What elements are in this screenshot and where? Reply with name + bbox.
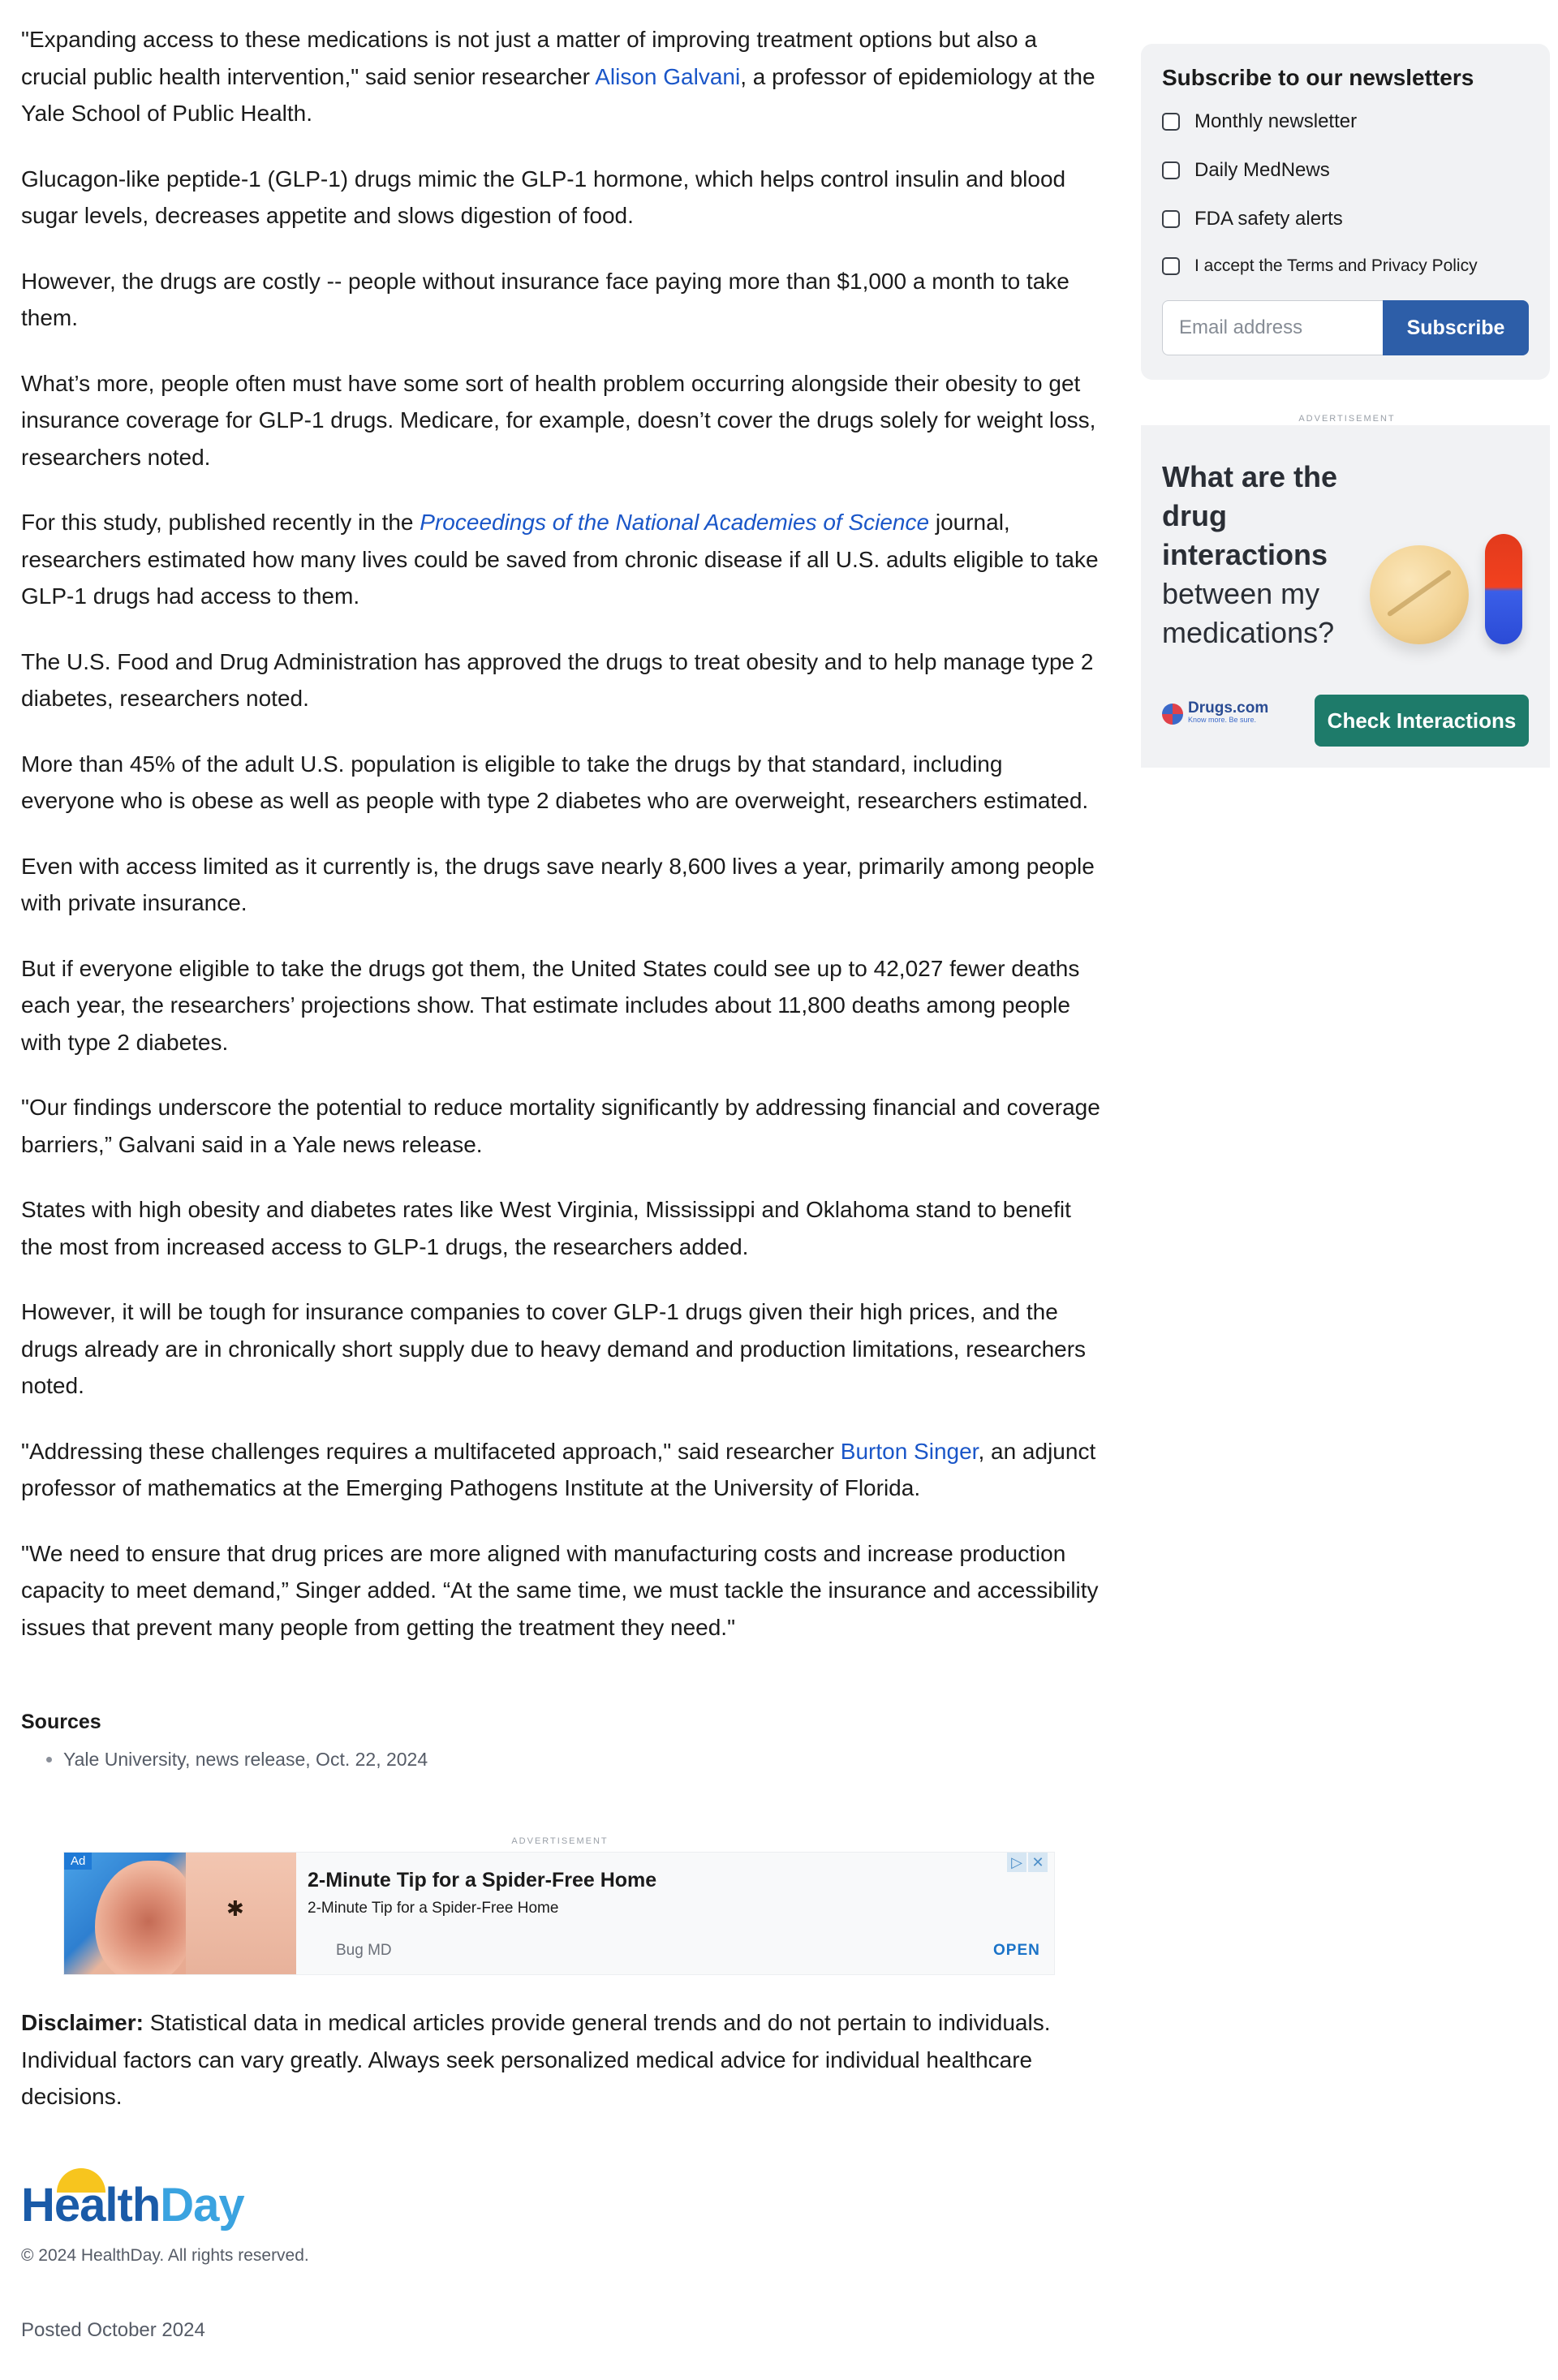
article-body [21,21,1100,1773]
article-paragraph: The U.S. Food and Drug Administration has approved the drugs to treat obesity and to help manage type 2 diabetes, researchers noted. [21,648,1094,711]
article-paragraph: What’s more, people often must have some sort of health problem occurring alongside their obesity to get insurance coverage for GLP-1 drugs. Medicare, for example, doesn’t cover the drugs solely for weight loss, researchers noted. [21,370,1096,470]
checkbox[interactable] [1162,113,1180,131]
sources-heading: Sources [21,1711,101,1733]
newsletter-heading: Subscribe to our newsletters [1162,65,1474,90]
disclaimer [21,2004,1100,2115]
ad-badge: Ad [64,1853,92,1870]
spider-icon: ✱ [226,1896,244,1921]
healthday-logo[interactable] [21,2167,248,2232]
sources-list [21,1745,1100,1773]
article-paragraph: "Addressing these challenges requires a multifaceted approach," said researcher Burton Singer, an adjunct professor of mathematics at the Emerging Pathogens Institute at the University of Florida. [21,1438,1096,1500]
posted-date: Posted October 2024 [21,2319,205,2341]
side-ad-label: ADVERTISEMENT [1298,414,1396,424]
ad-brand: Bug MD [336,1942,392,1959]
option-label: FDA safety alerts [1194,208,1343,230]
ad-open-button[interactable]: OPEN [993,1942,1040,1959]
terms-label: I accept the Terms and Privacy Policy [1194,256,1478,275]
disclaimer-label: Disclaimer: [21,2010,144,2035]
source-item: • Yale University, news release, Oct. 22, 2024 [63,1745,1100,1773]
checkbox[interactable] [1162,257,1180,275]
terms-checkbox-row[interactable] [1162,256,1478,276]
email-input[interactable] [1162,300,1383,355]
inline-ad[interactable] [63,1852,1055,1975]
article-paragraph: "We need to ensure that drug prices are more aligned with manufacturing costs and increase production capacity to meet demand,” Singer added. “At the same time, we must tackle the insurance and accessibility issues that prevent many people from getting the treatment they need." [21,1540,1099,1640]
subscribe-button[interactable]: Subscribe [1383,300,1529,355]
inline-ad-label: ADVERTISEMENT [511,1836,609,1846]
journal-link-pnas[interactable]: Proceedings of the National Academies of Science [420,510,930,535]
option-label: Daily MedNews [1194,159,1330,181]
drug-interactions-ad[interactable] [1141,425,1550,768]
ad-title[interactable]: 2-Minute Tip for a Spider-Free Home [308,1869,657,1892]
drugs-com-icon [1162,704,1183,725]
ear-graphic [95,1861,192,1974]
article-paragraph: Even with access limited as it currently is, the drugs save nearly 8,600 lives a year, primarily among people with private insurance. [21,853,1095,915]
ad-controls [1007,1853,1048,1874]
option-label: Monthly newsletter [1194,110,1358,132]
author-link-singer[interactable]: Burton Singer [840,1438,979,1464]
logo-day: Day [160,2179,244,2232]
author-link-galvani[interactable]: Alison Galvani [595,63,741,89]
capsule-icon [1485,534,1522,644]
checkbox[interactable] [1162,210,1180,228]
article-paragraph: States with high obesity and diabetes rates like West Virginia, Mississippi and Oklahoma stand to benefit the most from increased access to GLP-1 drugs, the researchers added. [21,1197,1071,1259]
article-paragraph: But if everyone eligible to take the drugs got them, the United States could see up to 42,027 fewer deaths each year, the researchers’ projections show. That estimate includes about 11,800 deaths among people with type 2 diabetes. [21,955,1080,1055]
pill-icon [1370,545,1469,644]
copyright: © 2024 HealthDay. All rights reserved. [21,2246,309,2265]
close-icon[interactable]: ✕ [1028,1853,1048,1872]
newsletter-signup [1141,44,1550,380]
checkbox[interactable] [1162,161,1180,179]
ad-subtitle: 2-Minute Tip for a Spider-Free Home [308,1900,559,1917]
newsletter-option-daily[interactable] [1162,159,1330,182]
article-paragraph: Glucagon-like peptide-1 (GLP-1) drugs mimic the GLP-1 hormone, which helps control insulin and blood sugar levels, decreases appetite and slows digestion of food. [21,166,1066,228]
article-paragraph: "Expanding access to these medications is not just a matter of improving treatment options but also a crucial public health intervention," said senior researcher Alison Galvani, a professor of epidemiology at the Yale School of Public Health. [21,27,1095,126]
article-paragraph: For this study, published recently in the Proceedings of the National Academies of Science journal, researchers estimated how many lives could be saved from chronic disease if all U.S. adults eligible to take GLP-1 drugs had access to them. [21,510,1099,609]
newsletter-option-monthly[interactable] [1162,110,1357,133]
disclaimer-text: Statistical data in medical articles provide general trends and do not pertain to individuals. Individual factors can vary greatly. Always seek personalized medical advice for individual healthcare decisions. [21,2010,1051,2109]
article-paragraph: However, the drugs are costly -- people without insurance face paying more than $1,000 a month to take them. [21,268,1070,330]
article-paragraph: However, it will be tough for insurance companies to cover GLP-1 drugs given their high prices, and the drugs already are in chronically short supply due to heavy demand and production limitations, researchers noted. [21,1299,1087,1398]
check-interactions-button[interactable]: Check Interactions [1315,695,1529,747]
adchoices-icon[interactable]: ▷ [1007,1853,1026,1872]
ad-thumbnail-image[interactable] [64,1853,296,1974]
drugs-com-logo: Drugs.com Know more. Be sure. [1162,703,1268,725]
article-paragraph: More than 45% of the adult U.S. population is eligible to take the drugs by that standard, including everyone who is obese as well as people with type 2 diabetes who are overweight, researchers estimated. [21,751,1089,813]
article-paragraph: "Our findings underscore the potential to reduce mortality significantly by addressing financial and coverage barriers,” Galvani said in a Yale news release. [21,1095,1100,1157]
logo-health: Health [21,2179,161,2232]
ad-question: What are the drug interactions between my medications? [1162,460,1338,649]
newsletter-option-fda[interactable] [1162,208,1343,230]
